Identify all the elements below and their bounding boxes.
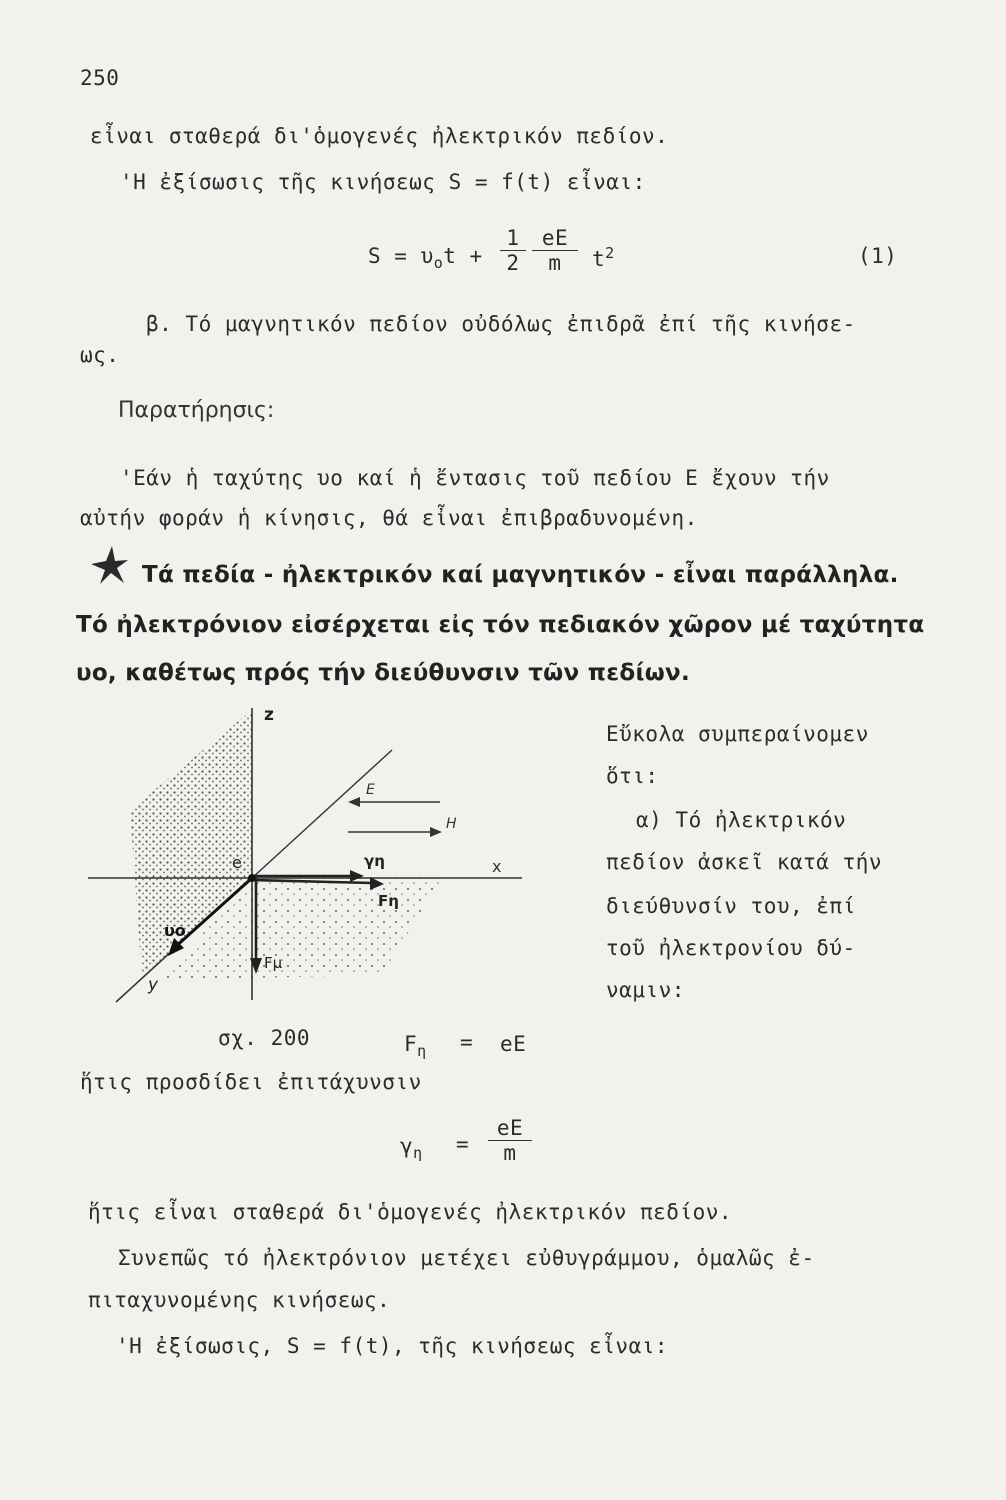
figure-caption: σχ. 200	[218, 1026, 311, 1050]
bold-text-line: Τά πεδία - ἠλεκτρικόν καί μαγνητικόν - εἶναι παράλληλα.	[142, 562, 899, 588]
text-line: β. Τό μαγνητικόν πεδίον οὐδόλως ἐπιδρᾶ ἐπί τῆς κινήσε-	[146, 312, 856, 336]
text-line: ως.	[80, 343, 120, 367]
right-text-line: ὅτι:	[606, 764, 659, 788]
right-text-line: Εὔκολα συμπεραίνομεν	[606, 722, 869, 746]
text-line: 'Η ἐξίσωσις τῆς κινήσεως S = f(t) εἶναι:	[120, 170, 646, 194]
H-arrowhead	[430, 827, 442, 837]
bold-text-line: Τό ἠλεκτρόνιον εἰσέρχεται εἰς τόν πεδιακόν χῶρον μέ ταχύτητα	[76, 612, 925, 638]
electron-point	[248, 874, 256, 882]
label-y: y	[148, 975, 159, 995]
text-line: ἥτις εἶναι σταθερά δι'ὁμογενές ἠλεκτρικόν πεδίον.	[88, 1200, 733, 1224]
text-line: ἥτις προσδίδει ἐπιτάχυνσιν	[80, 1070, 422, 1094]
eq1-lhs: $S = \upsilon_ot$ +	[368, 244, 483, 273]
eq1-eE-fraction: $\frac{eE}{m}$	[532, 226, 578, 275]
text-line: αὐτήν φοράν ἡ κίνησις, θά εἶναι ἐπιβραδυνομένη.	[80, 506, 698, 530]
eq2-rhs: eE	[500, 1032, 527, 1056]
right-text-line: πεδίον ἀσκεῖ κατά τήν	[606, 850, 883, 874]
text-line: 'Εάν ἡ ταχύτης υο καί ἡ ἔντασις τοῦ πεδίου Ε ἔχουν τήν	[120, 466, 830, 490]
text-line: Συνεπῶς τό ἠλεκτρόνιον μετέχει εὐθυγράμμου, ὁμαλῶς ἐ-	[118, 1246, 815, 1270]
eq3-fraction: $\frac{eE}{m}$	[488, 1116, 532, 1165]
label-v0: υο	[164, 921, 186, 940]
page-number: 250	[80, 66, 120, 90]
label-E: E	[366, 782, 375, 798]
eq3-equals: =	[456, 1132, 470, 1156]
bold-text-line: υο, καθέτως πρός τήν διεύθυνσιν τῶν πεδίων.	[76, 660, 690, 686]
eq2-lhs: $F_\eta$	[404, 1032, 427, 1061]
star-icon	[88, 544, 130, 586]
eq3-lhs: $\gamma_\eta$	[400, 1134, 423, 1163]
label-e: e	[232, 853, 242, 872]
eq1-half-fraction: $\frac{1}{2}$	[500, 226, 526, 275]
text-line: εἶναι σταθερά δι'ὁμογενές ἠλεκτρικόν πεδίον.	[90, 124, 669, 148]
text-line: 'Η ἐξίσωσις, S = f(t), τῆς κινήσεως εἶναι:	[116, 1334, 669, 1358]
label-x: x	[492, 857, 502, 876]
label-F-mu: Fμ	[264, 954, 283, 972]
label-H: H	[446, 816, 457, 832]
E-arrowhead	[348, 797, 360, 807]
figure-200	[82, 700, 542, 1020]
eq2-equals: =	[460, 1030, 474, 1054]
right-text-line: τοῦ ἠλεκτρονίου δύ-	[606, 936, 856, 960]
label-gamma: γη	[364, 852, 385, 870]
right-text-line: α) Τό ἠλεκτρικόν	[636, 808, 847, 832]
label-z: z	[264, 705, 274, 725]
eq1-number: (1)	[858, 244, 898, 268]
label-F-eta: Fη	[378, 892, 399, 910]
right-text-line: διεύθυνσίν του, ἐπί	[606, 894, 856, 918]
right-text-line: ναμιν:	[606, 978, 685, 1002]
text-line: πιταχυνομένης κινήσεως.	[88, 1288, 391, 1312]
remark-title: Παρατήρησις:	[118, 398, 275, 423]
eq1-t-squared: $t^2$	[592, 244, 615, 271]
